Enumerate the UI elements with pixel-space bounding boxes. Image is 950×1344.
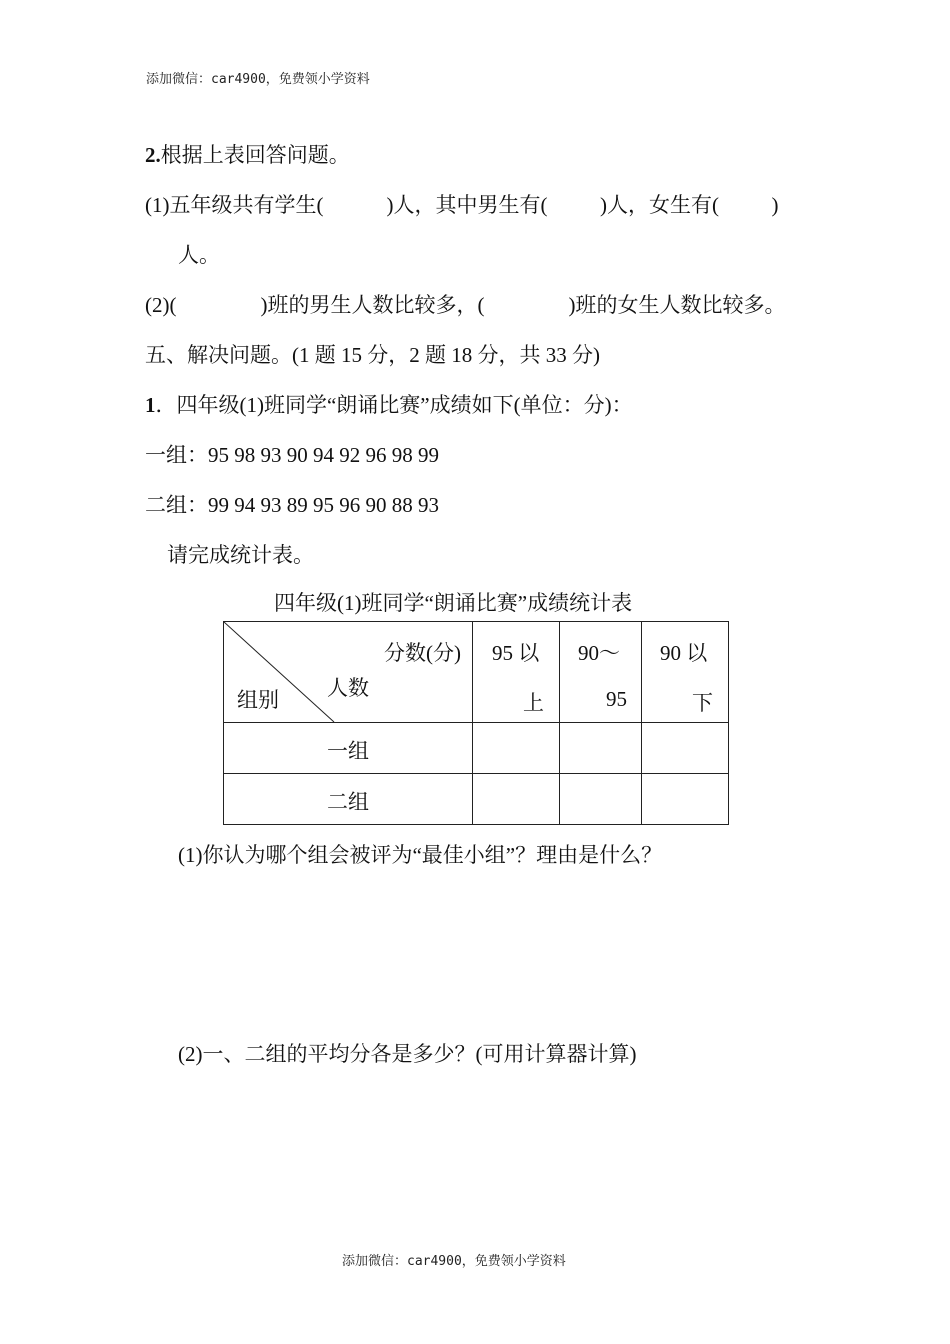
question-2-part-1-line-1: (1)五年级共有学生( )人，其中男生有( )人，女生有( ): [145, 193, 779, 217]
header-90-95: [560, 622, 642, 723]
header-95-above-line-2: 上: [523, 691, 544, 715]
table-row: [224, 723, 729, 774]
problem-1-text: ．四年级(1)班同学“朗诵比赛”成绩如下(单位：分)：: [155, 393, 633, 417]
sub-question-1: (1)你认为哪个组会被评为“最佳小组”？理由是什么？: [178, 843, 663, 867]
question-2: [145, 139, 350, 169]
question-2-number: 2.: [145, 143, 161, 167]
header-95-above: [473, 622, 560, 723]
cell-group-1-95-above[interactable]: [473, 723, 560, 774]
question-2-part-1-line-2: 人。: [178, 243, 220, 267]
group-2-scores: 二组：99 94 93 89 95 96 90 88 93: [145, 493, 439, 517]
row-label-group-2-text: 二组: [327, 790, 369, 814]
corner-group-label: 组别: [237, 688, 279, 712]
header-90-below-line-1: 90 以: [660, 641, 708, 665]
row-label-group-1: [224, 723, 473, 774]
cell-group-1-90-below[interactable]: [642, 723, 729, 774]
header-90-below: [642, 622, 729, 723]
cell-group-2-90-95[interactable]: [560, 774, 642, 825]
watermark-bottom: 添加微信：car4900，免费领小学资料: [342, 1254, 566, 1269]
header-90-below-line-2: 下: [692, 691, 713, 715]
question-2-part-2: (2)( )班的男生人数比较多，( )班的女生人数比较多。: [145, 293, 786, 317]
instruction: 请完成统计表。: [167, 543, 314, 567]
corner-cell: [224, 622, 473, 723]
table-row: [224, 774, 729, 825]
score-table: [223, 621, 729, 825]
cell-group-2-95-above[interactable]: [473, 774, 560, 825]
row-label-group-1-text: 一组: [327, 739, 369, 763]
sub-question-2: (2)一、二组的平均分各是多少？(可用计算器计算): [178, 1042, 637, 1066]
header-95-above-line-1: 95 以: [492, 641, 540, 665]
header-90-95-line-1: 90～: [578, 641, 620, 665]
section-5-title: 五、解决问题。(1 题 15 分，2 题 18 分，共 33 分): [145, 343, 600, 367]
question-2-title: 根据上表回答问题。: [160, 143, 350, 167]
cell-group-1-90-95[interactable]: [560, 723, 642, 774]
corner-count-label: 人数: [327, 676, 369, 700]
table-header-row: [224, 622, 729, 723]
cell-group-2-90-below[interactable]: [642, 774, 729, 825]
watermark-top: 添加微信：car4900，免费领小学资料: [146, 72, 370, 87]
problem-1: [145, 389, 633, 419]
header-90-95-line-2: 95: [606, 687, 627, 711]
group-1-scores: 一组：95 98 93 90 94 92 96 98 99: [145, 443, 439, 467]
row-label-group-2: [224, 774, 473, 825]
corner-score-label: 分数(分): [384, 641, 461, 665]
problem-1-number: 1: [145, 393, 156, 417]
table-caption: 四年级(1)班同学“朗诵比赛”成绩统计表: [274, 591, 633, 615]
